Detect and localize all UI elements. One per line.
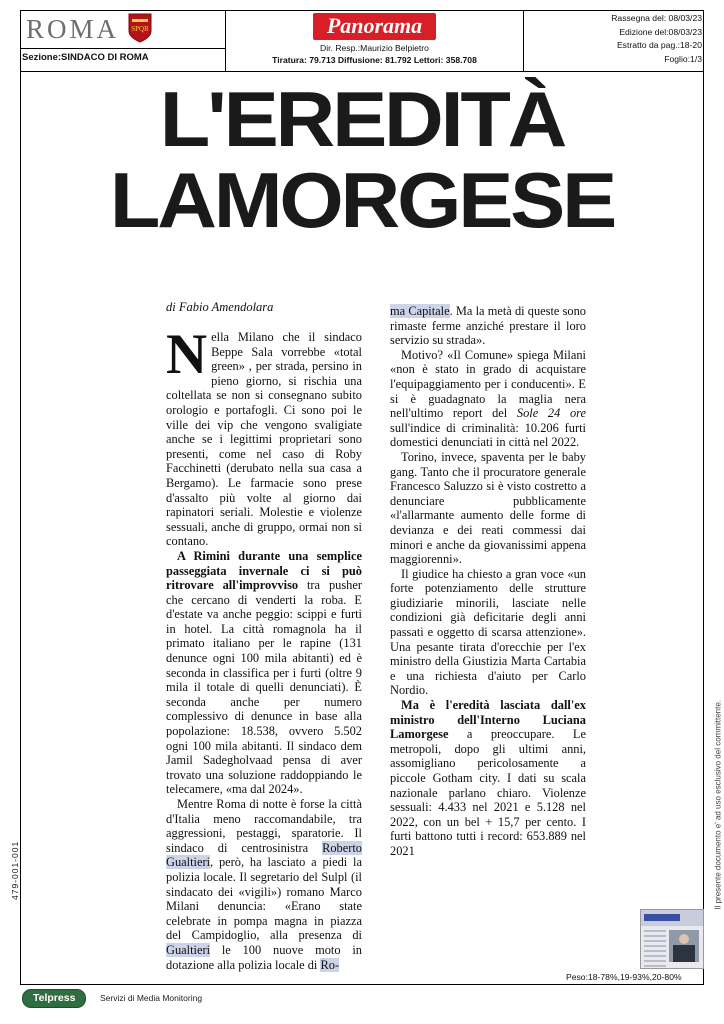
press-review-date: Rassegna del: 08/03/23 xyxy=(611,13,702,23)
paragraph-text: Torino, invece, spaventa per le baby gang. Tanto che il procuratore generale Francesco Saluzzo si è visto costretto a denunciare pubblicamente «l'allarmante aumento delle forme di devianza e dei reati commessi dai minori e anche da giovanissimi appena maggiorenni». xyxy=(390,449,586,567)
highlighted-entity: ma Capitale xyxy=(390,304,450,318)
telpress-tagline: Servizi di Media Monitoring xyxy=(100,993,203,1003)
copyright-vertical-note: Il presente documento e' ad uso esclusivo del committente. xyxy=(714,700,723,910)
header-section-rule xyxy=(20,48,225,49)
paragraph-text: Mentre Roma di notte è forse la città d'Italia meno raccomandabile, tra aggressioni, pestaggi, sparatorie. Il sindaco di centrosinistra xyxy=(166,797,362,855)
lead-in-text: A Rimini durante una semplice passeggiata invernale ci si può ritrovare all'improvviso xyxy=(166,548,362,593)
thumbnail-photo-body xyxy=(673,945,695,962)
article-column-left xyxy=(166,323,362,972)
circulation-line: Tiratura: 79.713 Diffusione: 81.792 Lettori: 358.708 xyxy=(272,55,477,65)
page-extract: Estratto da pag.:18-20 xyxy=(616,40,702,51)
page-thumbnail xyxy=(640,909,704,969)
publication-masthead xyxy=(226,11,523,71)
paragraph xyxy=(390,304,586,348)
highlighted-entity: Ro- xyxy=(320,957,340,972)
edition-date: Edizione del:08/03/23 xyxy=(619,26,702,37)
lead-in-text: Ma è l'eredità lasciata dall'ex ministro dell'Interno Luciana Lamorgese xyxy=(390,698,586,742)
paragraph-text: ella Milano che il sindaco Beppe Sala vorrebbe «total green» , per strada, persino in pieno giorno, si rischia una coltellata se non si consegnano subito orologio e portafogli. Ci sono poi le ville dei vip che vengono svaligiate anche se i legittimi proprietari sono presenti, come nel caso di Roby Facchinetti (derubato nella sua casa a Bergamo). Le farmacie sono prese d'assalto più volte al giorno dai rapinatori seriali. Molestie e violenze sessuali, anche di gruppo, ormai non si contano. xyxy=(166,330,362,549)
paragraph xyxy=(390,698,586,859)
paragraph-text: . Ma la metà di queste sono rimaste ferme anziché prestare il loro servizio su strada». xyxy=(390,304,586,348)
paragraph xyxy=(390,567,586,698)
director-line: Dir. Resp.:Maurizio Belpietro xyxy=(320,43,429,53)
document-code-vertical: 479-001-001 xyxy=(10,840,20,900)
thumbnail-photo-head xyxy=(679,934,689,944)
article-column-right xyxy=(390,304,586,859)
italic-reference: Sole 24 ore xyxy=(516,406,586,421)
byline: di Fabio Amendolara xyxy=(166,300,274,314)
section-label: Sezione:SINDACO DI ROMA xyxy=(22,52,149,63)
weights-label: Peso:18-78%,19-93%,20-80% xyxy=(566,972,682,982)
paragraph-text: Motivo? «Il Comune» spiega Milani «non è stato in grado di acquistare l'equipaggiamento per i conducenti». E si è guadagnato la maglia nera nell'ultimo report del xyxy=(390,347,586,421)
paragraph-text: sull'indice di criminalità: 10.206 furti domestici denunciati in città nel 2022. xyxy=(390,420,586,450)
headline-line-1: L'EREDITÀ xyxy=(159,75,565,163)
press-review-info xyxy=(524,12,702,66)
telpress-logo: Telpress xyxy=(22,989,86,1008)
thumbnail-logo-band xyxy=(644,914,680,921)
page-header xyxy=(20,10,704,72)
drop-cap: N xyxy=(166,323,208,386)
headline-line-2: LAMORGESE xyxy=(109,156,615,244)
paragraph-text: , però, ha lasciato a piedi la polizia locale. Il segretario del Sulpl (il sindacato dei «vigili») romano Marco Milani denuncia: «Erano state celebrate in pompa magna in piazza del Campidoglio, alla presenza di xyxy=(166,855,362,943)
paragraph-text: le 100 nuove moto in dotazione alla polizia locale di xyxy=(166,942,362,972)
paragraph xyxy=(166,549,362,797)
svg-text:SPQR: SPQR xyxy=(131,25,149,33)
header-bottom-rule xyxy=(20,71,704,72)
paragraph xyxy=(390,450,586,567)
paragraph-text: Il giudice ha chiesto a gran voce «un forte potenziamento delle strutture giudiziarie minorili, lasciate nelle condizioni già deficitarie degli anni passati e oggetto di scarsa attenzione». Una pesante tirata d'orecchie per l'ex ministro della Giustizia Marta Cartabia e una richiesta d'aiuto per Carlo Nordio. xyxy=(390,566,586,698)
paragraph xyxy=(390,348,586,450)
thumbnail-text-lines xyxy=(644,930,666,962)
highlighted-entity: Gualtieri xyxy=(166,942,211,957)
paragraph xyxy=(166,797,362,972)
highlighted-entity: Roberto Gualtieri xyxy=(166,840,362,870)
paragraph xyxy=(166,323,362,549)
paragraph-text: tra pusher che cercano di venderti la roba. E d'estate va anche peggio: scippi e furti in hotel. La città romagnola ha il primato italiano per le rapine (131 denunce ogni 100 mila abitanti) ed è seconda in classifica per i furti (oltre 9 mila il totale di quelli denunciati). È seconda anche per numero complessivo di denunce in base alla popolazione: 18.538, ovvero 5.502 ogni 100 mila abitanti. Il sindaco dem Jamil Sadegholvaad pensa di aver trovato una soluzione raddoppiando le telecamere, «ma dal 2024». xyxy=(166,578,362,797)
coat-of-arms-icon xyxy=(128,13,152,43)
masthead-roma: ROMA xyxy=(26,14,120,44)
article-headline xyxy=(0,75,724,244)
panorama-logo: Panorama xyxy=(313,13,436,40)
footer-rule xyxy=(20,984,704,985)
sheet-number: Foglio:1/3 xyxy=(664,53,702,64)
paragraph-text: a preoccupare. Le metropoli, dopo gli ultimi anni, assomigliano pericolosamente a piccole Gotham city. I dati su scala nazionale parlano chiaro. Violenze sessuali: 4.433 nel 2021 e 5.128 nel 2022, con un bel + 15,7 per cento. I furti battono tutti i record: 653.889 nel 2021 xyxy=(390,727,586,858)
